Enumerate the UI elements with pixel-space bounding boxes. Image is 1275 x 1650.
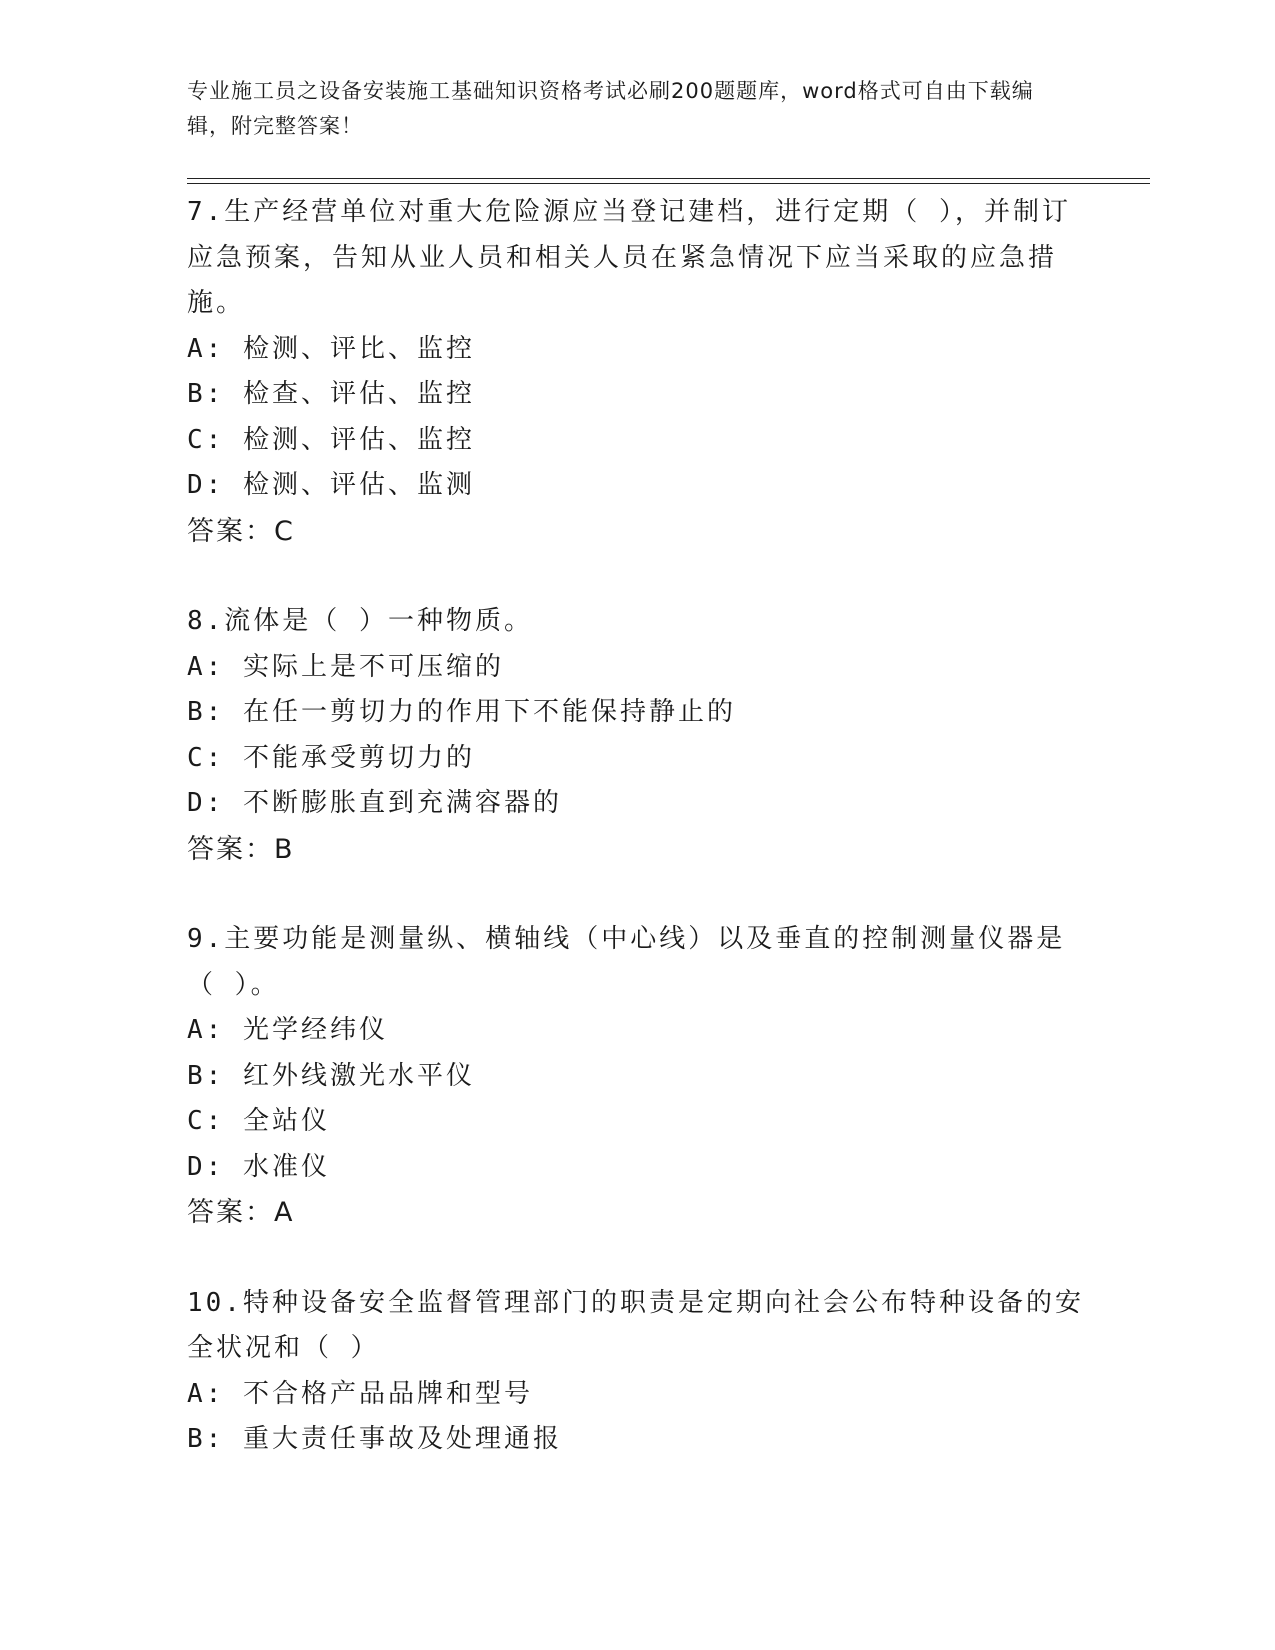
question-stem: 9.主要功能是测量纵、横轴线（中心线）以及垂直的控制测量仪器是（ ）。 [187,924,1066,1000]
option-c: C: 检测、评估、监控 [187,424,475,455]
option-a: A: 光学经纬仪 [187,1015,388,1045]
answer: 答案：B [187,833,295,865]
answer: 答案：A [187,1197,295,1228]
option-c: C: 不能承受剪切力的 [187,742,475,773]
question-8 [187,599,1087,872]
question-9 [187,917,1087,1236]
document-header: 专业施工员之设备安装施工基础知识资格考试必刷200题题库，word格式可自由下载编辑，附完整答案！ [187,79,1034,138]
question-stem: 10.特种设备安全监督管理部门的职责是定期向社会公布特种设备的安全状况和（ ） [187,1287,1084,1363]
question-7 [187,190,1087,554]
option-a: A: 检测、评比、监控 [187,333,475,364]
question-stem: 7.生产经营单位对重大危险源应当登记建档，进行定期（ ），并制订应急预案，告知从业人员和相关人员在紧急情况下应当采取的应急措施。 [187,197,1071,318]
option-d: D: 检测、评估、监测 [187,470,475,500]
option-a: A: 实际上是不可压缩的 [187,651,504,682]
option-b: B: 重大责任事故及处理通报 [187,1424,562,1454]
question-list [187,190,1087,1508]
question-10 [187,1281,1087,1463]
option-c: C: 全站仪 [187,1106,330,1136]
option-a: A: 不合格产品品牌和型号 [187,1378,533,1409]
header-divider-top [187,178,1150,179]
option-b: B: 在任一剪切力的作用下不能保持静止的 [187,697,736,727]
answer: 答案：C [187,515,295,547]
question-stem: 8.流体是（ ）一种物质。 [187,606,533,636]
option-b: B: 红外线激光水平仪 [187,1060,475,1091]
option-d: D: 水准仪 [187,1151,330,1182]
option-b: B: 检查、评估、监控 [187,379,475,409]
header-divider-bottom [187,183,1150,184]
option-d: D: 不断膨胀直到充满容器的 [187,788,562,818]
